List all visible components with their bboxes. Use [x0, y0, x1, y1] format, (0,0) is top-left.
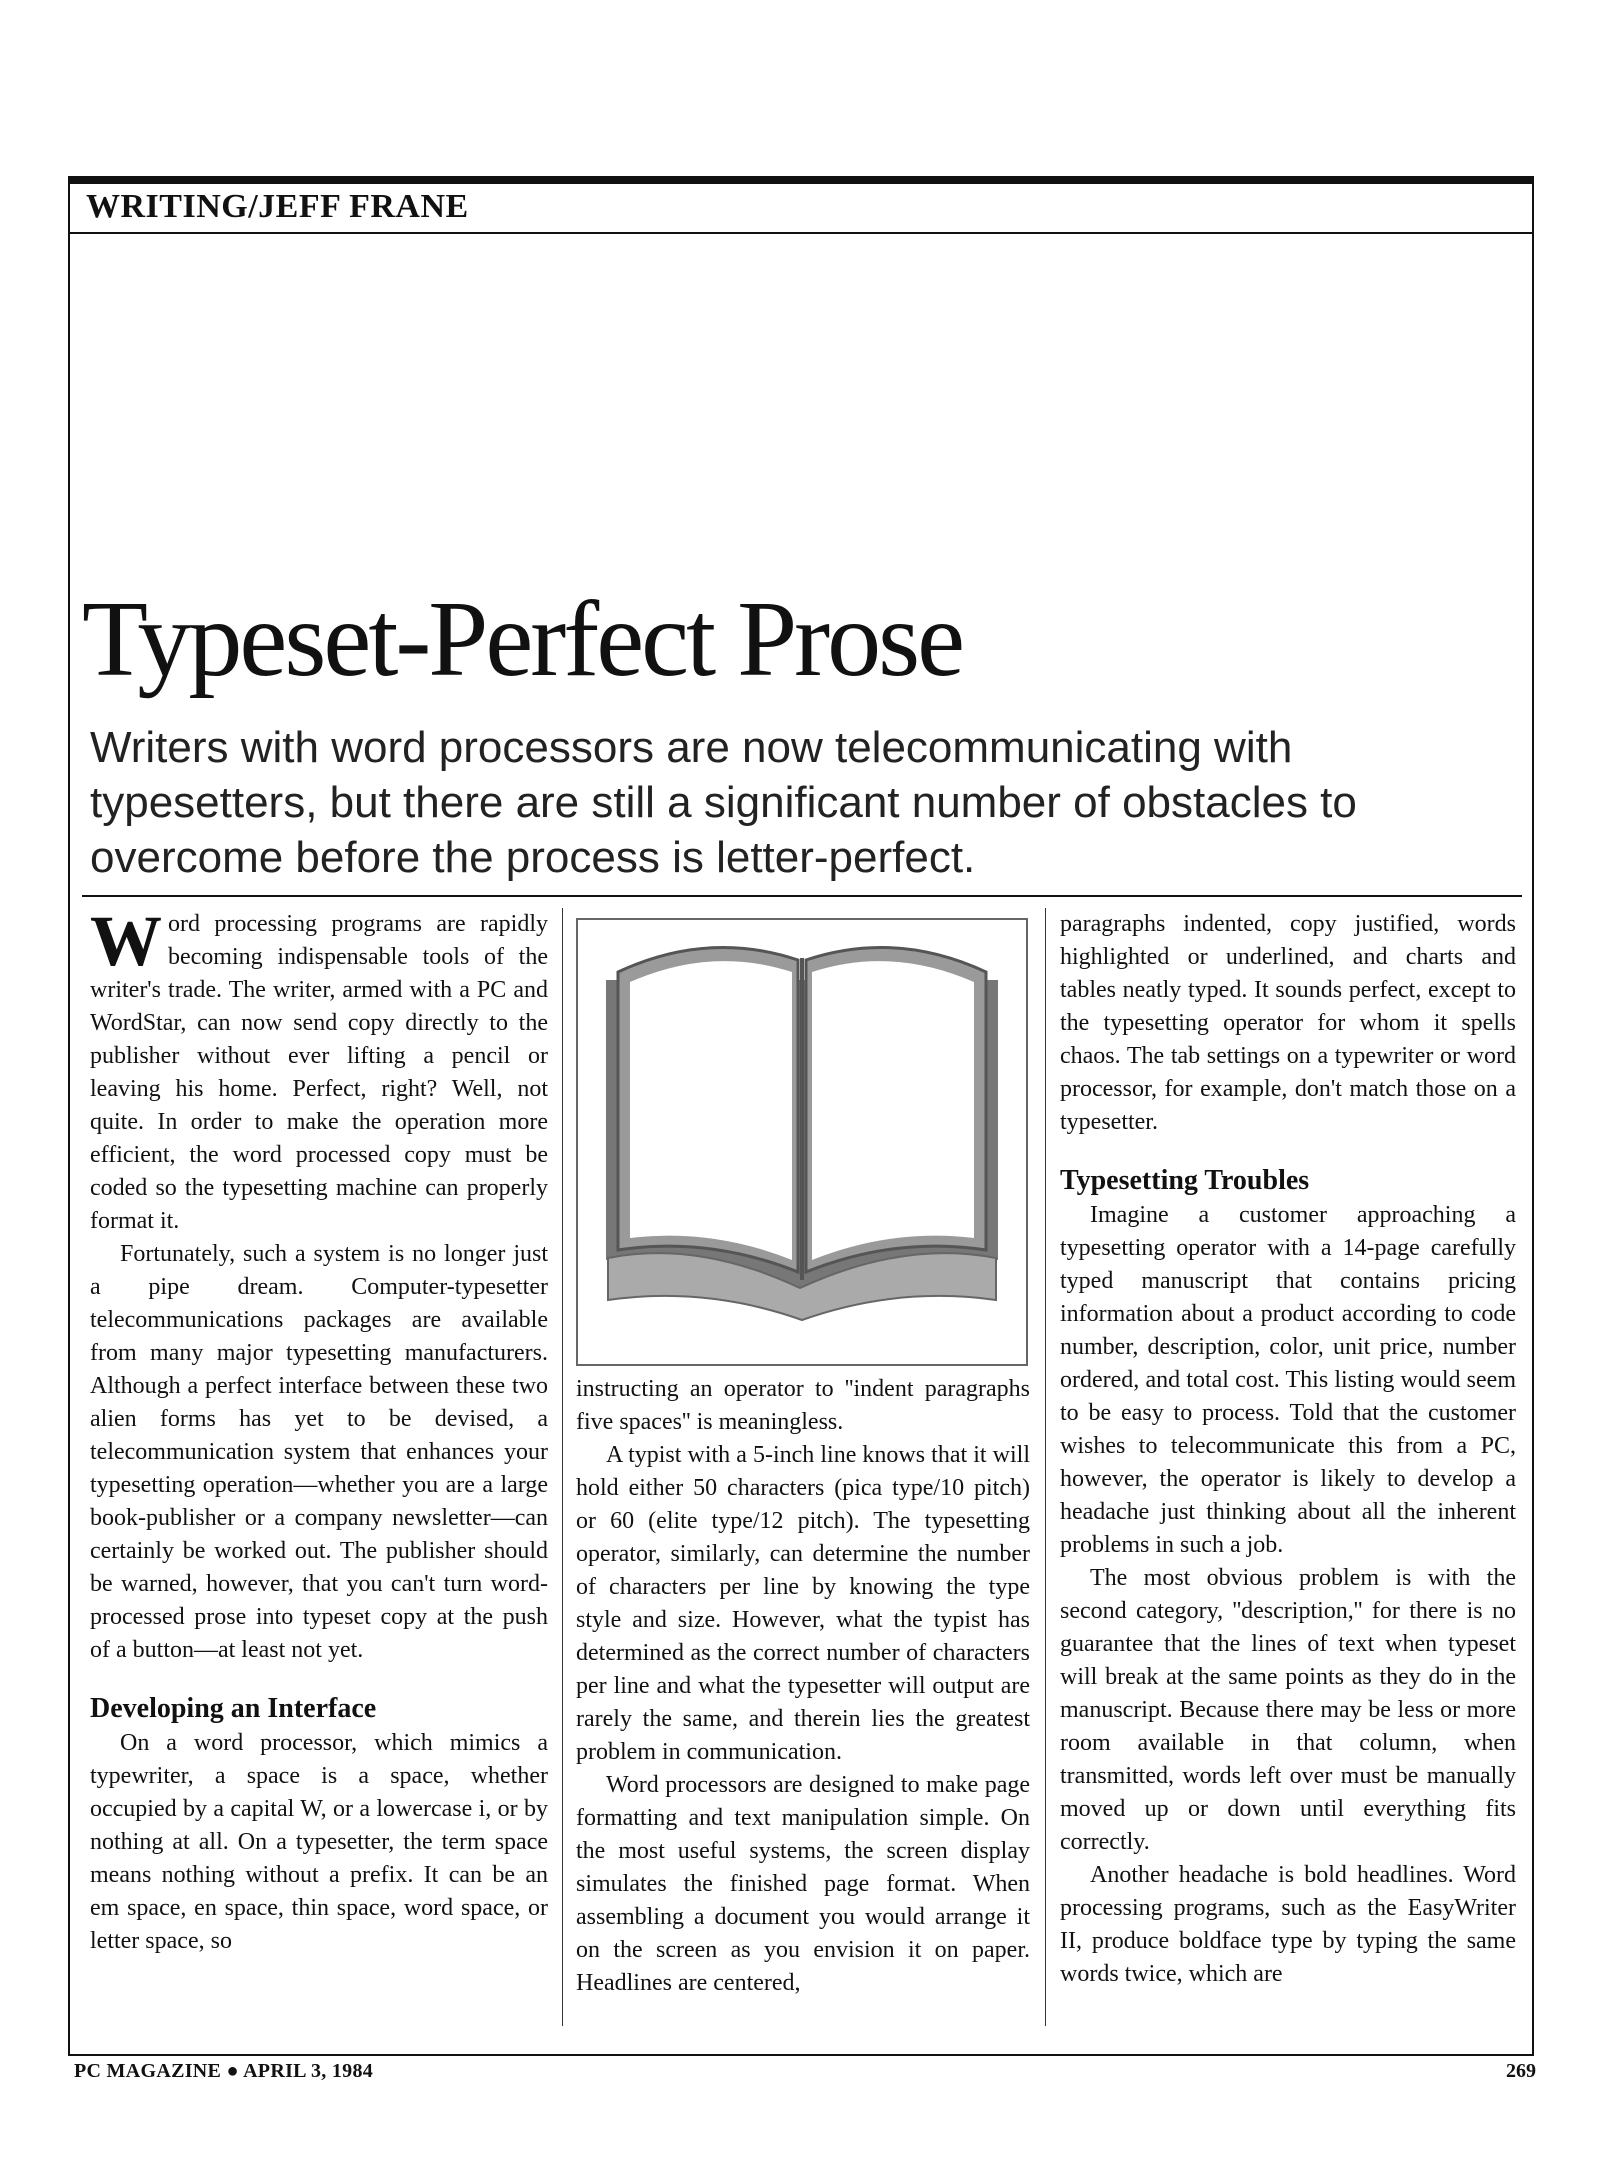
drop-cap: W	[90, 901, 162, 981]
dek-divider	[82, 895, 1522, 897]
paragraph: paragraphs indented, copy justified, words highlighted or underlined, and charts and tables neatly typed. It sounds perfect, except to the typesetting operator for whom it spells chaos. The tab settings on a typewriter or word processor, for example, don't match those on a typesetter.	[1060, 911, 1516, 1135]
column-3	[1060, 908, 1516, 1991]
paragraph: Word processors are designed to make page formatting and text manipulation simple. On the most useful systems, the screen display simulates the finished page format. When assembling a document you would arrange it on the screen as you envision it on paper. Headlines are centered,	[576, 1772, 1030, 1996]
paragraph: Fortunately, such a system is no longer just a pipe dream. Computer-typesetter telecommunications packages are available from many major typesetting manufacturers. Although a perfect interface between these two alien forms has yet to be devised, a telecommunication system that enhances your typesetting operation—whether you are a large book-publisher or a company newsletter—can certainly be worked out. The publisher should be warned, however, that you can't turn word-processed prose into typeset copy at the push of a button—at least not yet.	[90, 1241, 548, 1663]
subhead-developing-interface: Developing an Interface	[90, 1693, 377, 1724]
column-divider-1	[562, 908, 563, 2026]
column-2	[576, 1373, 1030, 2000]
subhead-typesetting-troubles: Typesetting Troubles	[1060, 1165, 1310, 1196]
article-title: Typeset-Perfect Prose	[82, 580, 963, 699]
paragraph: instructing an operator to ''indent paragraphs five spaces'' is meaningless.	[576, 1376, 1030, 1435]
open-book-icon	[578, 920, 1026, 1364]
paragraph: Another headache is bold headlines. Word processing programs, such as the EasyWriter II, produce boldface type by typing the same words twice, which are	[1060, 1862, 1516, 1987]
paragraph: Imagine a customer approaching a typesetting operator with a 14-page carefully typed manuscript that contains pricing information about a product according to code number, description, color, unit price, number ordered, and total cost. This listing would seem to be easy to process. Told that the customer wishes to telecommunicate this from a PC, however, the operator is likely to develop a headache just thinking about all the inherent problems in such a job.	[1060, 1202, 1516, 1558]
footer-publication: PC MAGAZINE ● APRIL 3, 1984	[74, 2060, 374, 2082]
column-1	[90, 901, 548, 1958]
section-header: WRITING/JEFF FRANE	[68, 184, 1534, 234]
book-illustration	[576, 918, 1028, 1366]
paragraph: The most obvious problem is with the second category, ''description,'' for there is no guarantee that the lines of text when typeset will break at the same points as they do in the manuscript. Because there may be less or more room available in that column, when transmitted, words left over must be manually moved up or down until everything fits correctly.	[1060, 1565, 1516, 1855]
paragraph: A typist with a 5-inch line knows that it will hold either 50 characters (pica type/10 pitch) or 60 (elite type/12 pitch). The typesetting operator, similarly, can determine the number of characters per line by knowing the type style and size. However, what the typist has determined as the correct number of characters per line and what the typesetter will output are rarely the same, and therein lies the greatest problem in communication.	[576, 1442, 1030, 1765]
column-divider-2	[1045, 908, 1046, 2026]
page-number: 269	[1506, 2060, 1536, 2082]
paragraph: On a word processor, which mimics a typewriter, a space is a space, whether occupied by a capital W, or a lowercase i, or by nothing at all. On a typesetter, the term space means nothing without a prefix. It can be an em space, en space, thin space, word space, or letter space, so	[90, 1730, 548, 1954]
paragraph: Word processing programs are rapidly becoming indispensable tools of the writer's trade. The writer, armed with a PC and WordStar, can now send copy directly to the publisher without ever lifting a pencil or leaving his home. Perfect, right? Well, not quite. In order to make the operation more efficient, the word processed copy must be coded so the typesetting machine can properly format it.	[90, 901, 548, 1234]
article-dek: Writers with word processors are now telecommunicating with typesetters, but there are still a significant number of obstacles to overcome before the process is letter-perfect.	[90, 723, 1357, 882]
left-page-face	[630, 961, 792, 1260]
right-page-face	[812, 961, 974, 1260]
